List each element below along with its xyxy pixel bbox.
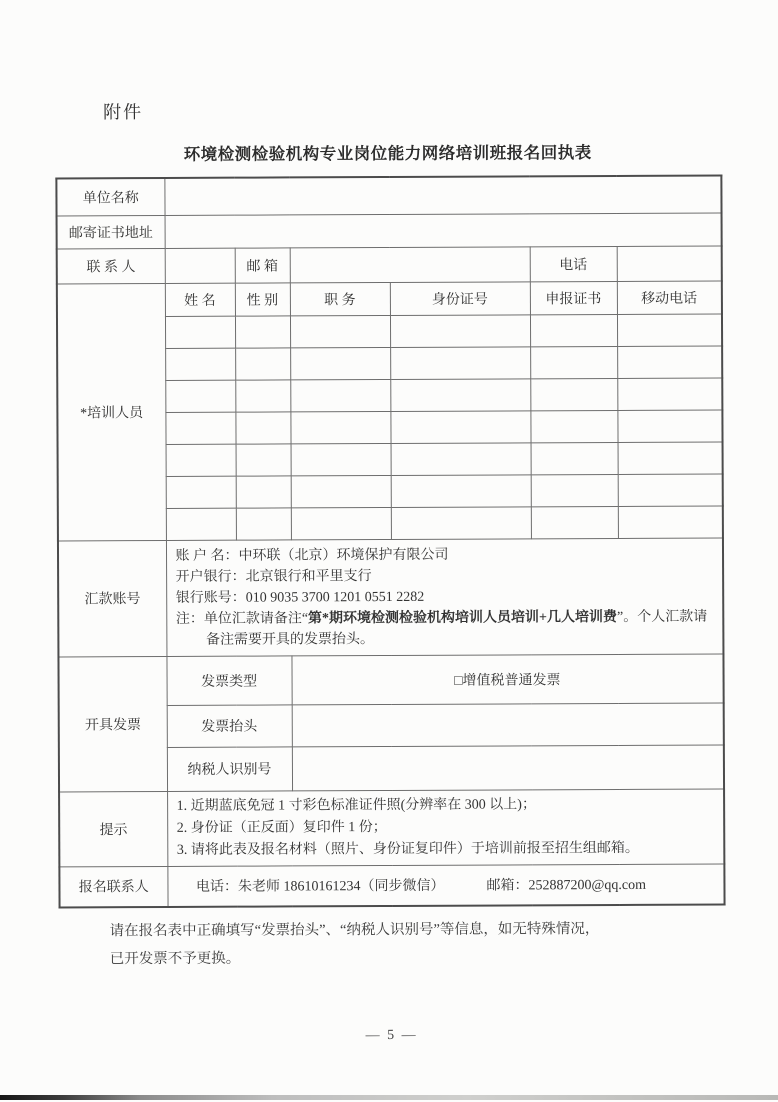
tip-line: 1. 近期蓝底免冠 1 寸彩色标准证件照(分辨率在 300 以上)； [176,796,536,814]
trainee-empty-cell [165,316,235,348]
trainee-empty-cell [290,379,390,411]
remittance-details [166,538,724,656]
trainee-header-row [57,281,722,317]
contact-row [57,246,722,284]
trainee-empty-cell [390,410,530,443]
footer-note [110,915,680,973]
trainee-column-header: 申报证书 [530,281,617,314]
scanner-edge-artifact [0,1095,778,1100]
invoice-title-value [292,703,724,747]
trainee-empty-cell [618,474,723,506]
trainee-empty-cell [166,444,236,476]
trainee-empty-cell [531,442,618,474]
phone-value-cell [617,246,722,281]
trainee-empty-cell [617,378,722,410]
trainee-empty-cell [530,314,617,346]
invoice-title-label: 发票抬头 [167,704,292,747]
remit-note: 注：单位汇款请备注“第*期环境检测检验机构培训人员培训+几人培训费”。个人汇款请备注需要开具的发票抬头。 [175,609,708,648]
trainee-empty-cell [617,314,722,346]
trainee-empty-cell [391,442,531,475]
trainee-empty-cell [236,443,291,475]
email-value-cell [290,246,530,282]
contact-label: 联 系 人 [57,248,165,283]
attachment-label: 附件 [103,102,144,123]
trainee-column-header: 姓 名 [165,283,235,316]
unit-name-value-cell [164,176,721,215]
trainee-empty-cell [617,346,722,378]
trainee-column-header: 移动电话 [617,281,722,314]
trainee-empty-cell [165,348,235,380]
remittance-row [58,538,723,657]
trainee-empty-cell [290,347,390,379]
page-number: — 5 — [365,1027,418,1044]
contact-value-cell [165,248,235,283]
reg-phone-value: 朱老师 18610161234（同步微信） [237,879,445,895]
trainee-empty-cell [530,346,617,378]
tips-content [167,789,724,866]
invoice-type-value: □增值税普通发票 [291,654,723,705]
trainee-empty-cell [235,379,290,411]
unit-name-label: 单位名称 [56,178,164,215]
footer-note-line1: 请在报名表中正确填写“发票抬头”、“纳税人识别号”等信息，如无特殊情况， [109,921,600,940]
trainee-empty-cell [235,315,290,347]
registration-form-table [55,175,725,909]
trainee-empty-cell [391,506,531,539]
trainee-empty-cell [390,378,530,411]
trainee-column-header: 身份证号 [390,281,530,315]
trainee-empty-cell [618,442,723,474]
trainee-empty-cell [530,410,617,442]
trainee-empty-cell [390,346,530,379]
trainee-empty-cell [531,474,618,506]
unit-name-row [56,176,721,216]
trainee-empty-cell [618,506,723,538]
trainee-empty-cell [291,475,391,507]
registration-contact-row [59,864,724,908]
remit-account-name-line: 账 户 名：中环联（北京）环境保护有限公司 [175,547,449,564]
tips-label: 提示 [59,791,167,866]
invoice-type-row [58,654,723,706]
trainee-empty-cell [291,507,391,539]
trainee-column-header: 性 别 [235,282,290,315]
trainee-empty-cell [617,410,722,442]
trainee-empty-cell [165,380,235,412]
footer-note-line2: 已开发票不予更换。 [109,950,241,968]
mailing-address-row [57,213,722,249]
trainee-empty-cell [530,378,617,410]
trainee-empty-cell [290,315,390,347]
registration-contact-details [167,864,724,907]
remittance-label: 汇款账号 [58,540,167,656]
reg-email-label: 邮箱： [486,878,529,894]
invoice-label: 开具发票 [58,656,167,791]
taxpayer-id-label: 纳税人识别号 [167,746,292,791]
reg-email-value: 252887200@qq.com [528,878,646,894]
mailing-address-label: 邮寄证书地址 [57,215,165,248]
mailing-address-value-cell [165,213,722,248]
remit-bank-line: 开户银行：北京银行和平里支行 [175,568,372,585]
invoice-type-label: 发票类型 [166,655,291,705]
registration-contact-label: 报名联系人 [59,866,167,907]
remit-account-no-line: 银行账号：010 9035 3700 1201 0551 2282 [175,589,425,606]
trainee-empty-cell [236,475,291,507]
trainee-empty-cell [235,411,290,443]
taxpayer-id-value [292,745,724,791]
trainees-label: *培训人员 [57,283,166,540]
email-label: 邮 箱 [235,247,290,282]
trainee-empty-cell [290,411,390,443]
tips-row [59,789,724,867]
trainee-empty-cell [235,347,290,379]
tip-line: 2. 身份证（正反面）复印件 1 份； [176,819,387,836]
trainee-empty-cell [166,476,236,508]
trainee-empty-cell [391,474,531,507]
page-title: 环境检测检验机构专业岗位能力网络培训班报名回执表 [183,143,592,164]
trainee-empty-cell [291,443,391,475]
trainee-empty-cell [236,507,291,539]
phone-label: 电话 [530,246,617,281]
trainee-empty-cell [390,314,530,347]
reg-phone-label: 电话： [195,879,239,896]
tip-line: 3. 请将此表及报名材料（照片、身份证复印件）于培训前报至招生组邮箱。 [176,840,639,858]
trainee-empty-cell [531,506,618,538]
trainee-column-header: 职 务 [290,282,390,315]
trainee-empty-cell [165,412,235,444]
trainee-empty-cell [166,508,236,540]
